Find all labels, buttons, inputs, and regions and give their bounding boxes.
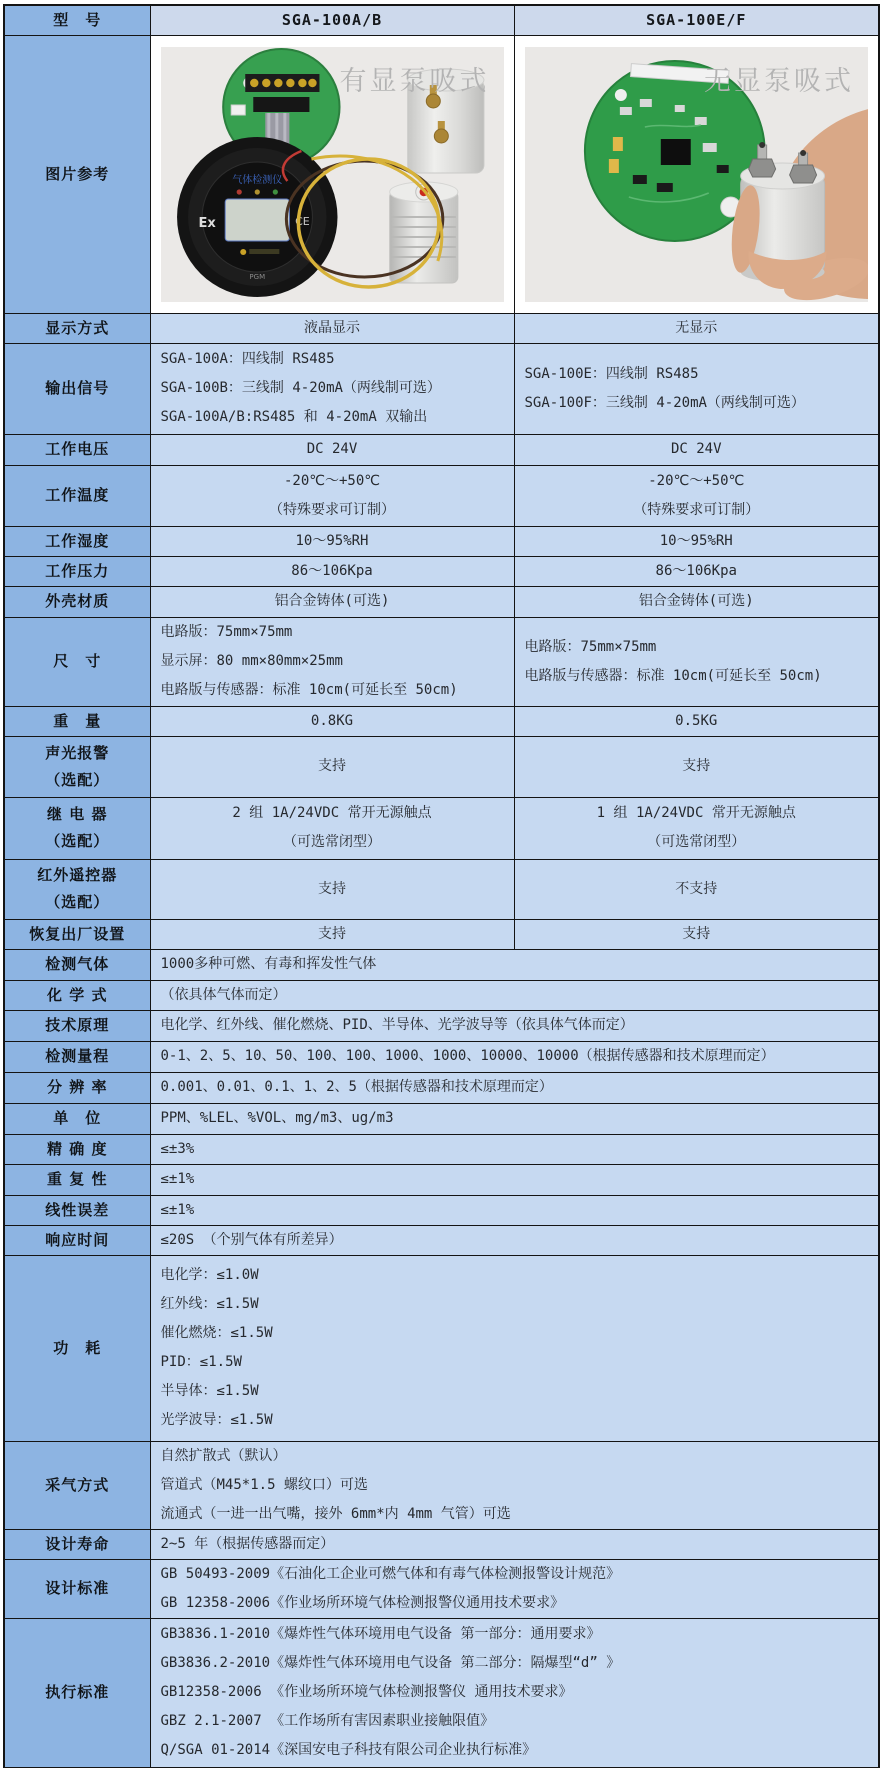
spec-row-label: 检测气体 <box>4 949 150 980</box>
spec-value-cell: 0.001、0.01、0.1、1、2、5（根据传感器和技术原理而定） <box>150 1072 879 1103</box>
spec-value-cell: 0.5KG <box>514 706 879 736</box>
spec-row-label: 工作温度 <box>4 465 150 526</box>
spec-row-label: 外壳材质 <box>4 586 150 617</box>
spec-row <box>4 980 879 1010</box>
spec-value-cell: DC 24V <box>514 434 879 465</box>
model-header-label: 型 号 <box>4 5 150 35</box>
spec-value-cell: 不支持 <box>514 859 879 919</box>
svg-text:CE: CE <box>294 214 310 228</box>
ribbed-sensor-cylinder <box>389 182 457 283</box>
spec-value-cell: 支持 <box>514 736 879 797</box>
spec-row-label: 工作湿度 <box>4 526 150 556</box>
spec-value-cell: 0.8KG <box>150 706 514 736</box>
spec-row-label: 继 电 器 （选配） <box>4 797 150 859</box>
spec-row <box>4 526 879 556</box>
svg-text:Ex: Ex <box>197 215 216 231</box>
spec-row-label: 声光报警 （选配） <box>4 736 150 797</box>
spec-value-cell: -20℃～+50℃ （特殊要求可订制） <box>150 465 514 526</box>
spec-value-cell: SGA-100A：四线制 RS485 SGA-100B：三线制 4-20mA（两线制可选） SGA-100A/B:RS485 和 4-20mA 双输出 <box>150 343 514 434</box>
spec-row-label: 执行标准 <box>4 1618 150 1768</box>
spec-value-cell: 液晶显示 <box>150 313 514 343</box>
spec-row <box>4 736 879 797</box>
spec-row <box>4 949 879 980</box>
spec-value-cell: 支持 <box>514 919 879 949</box>
spec-row-label: 红外遥控器 （选配） <box>4 859 150 919</box>
spec-row-label: 尺 寸 <box>4 617 150 706</box>
spec-row-label: 功 耗 <box>4 1255 150 1441</box>
spec-row <box>4 434 879 465</box>
spec-row <box>4 1559 879 1618</box>
svg-text:气体检测仪: 气体检测仪 <box>231 174 282 186</box>
spec-row-label: 重 量 <box>4 706 150 736</box>
spec-value-cell: 自然扩散式（默认） 管道式（M45*1.5 螺纹口）可选 流通式（一进一出气嘴，接外 6mm*内 4mm 气管）可选 <box>150 1441 879 1529</box>
spec-row-label: 采气方式 <box>4 1441 150 1529</box>
spec-value-cell: （依具体气体而定） <box>150 980 879 1010</box>
spec-row <box>4 313 879 343</box>
spec-value-cell: -20℃～+50℃ （特殊要求可订制） <box>514 465 879 526</box>
photo-cell-left <box>150 35 514 313</box>
spec-value-cell: 支持 <box>150 736 514 797</box>
spec-row-label: 输出信号 <box>4 343 150 434</box>
spec-row <box>4 1164 879 1195</box>
spec-row <box>4 1103 879 1134</box>
photo-cell-right <box>514 35 879 313</box>
svg-text:PGM: PGM <box>248 271 265 281</box>
product-photo-sga100ef <box>525 47 869 302</box>
spec-row <box>4 343 879 434</box>
spec-value-cell: 铝合金铸体(可选) <box>514 586 879 617</box>
spec-value-cell: DC 24V <box>150 434 514 465</box>
spec-row <box>4 1010 879 1041</box>
spec-value-cell: 电路版：75mm×75mm 电路版与传感器：标准 10cm(可延长至 50cm) <box>514 617 879 706</box>
spec-row <box>4 465 879 526</box>
spec-value-cell: 电化学：≤1.0W 红外线：≤1.5W 催化燃烧：≤1.5W PID：≤1.5W 半导体：≤1.5W 光学波导：≤1.5W <box>150 1255 879 1441</box>
spec-row <box>4 1255 879 1441</box>
spec-row <box>4 797 879 859</box>
spec-value-cell: 10～95%RH <box>150 526 514 556</box>
spec-value-cell: 2~5 年（根据传感器而定） <box>150 1529 879 1559</box>
spec-row-label: 工作电压 <box>4 434 150 465</box>
detector-head <box>177 137 337 297</box>
product-photo-sga100ab <box>161 47 504 302</box>
spec-value-cell: PPM、%LEL、%VOL、mg/m3、ug/m3 <box>150 1103 879 1134</box>
spec-value-cell: 0-1、2、5、10、50、100、100、1000、1000、10000、10000（根据传感器和技术原理而定） <box>150 1041 879 1072</box>
spec-value-cell: GB 50493-2009《石油化工企业可燃气体和有毒气体检测报警设计规范》 GB 12358-2006《作业场所环境气体检测报警仪通用技术要求》 <box>150 1559 879 1618</box>
spec-table <box>3 4 880 1768</box>
spec-row <box>4 1041 879 1072</box>
spec-value-cell: 支持 <box>150 919 514 949</box>
spec-row <box>4 706 879 736</box>
spec-value-cell: 无显示 <box>514 313 879 343</box>
spec-row-label: 工作压力 <box>4 556 150 586</box>
left-photo-watermark: 有显泵吸式 <box>339 65 490 97</box>
right-photo-watermark: 无显泵吸式 <box>704 65 854 97</box>
spec-value-cell: 电路版：75mm×75mm 显示屏：80 mm×80mm×25mm 电路版与传感器：标准 10cm(可延长至 50cm) <box>150 617 514 706</box>
spec-row <box>4 1195 879 1225</box>
spec-row-label: 显示方式 <box>4 313 150 343</box>
spec-value-cell: 1000多种可燃、有毒和挥发性气体 <box>150 949 879 980</box>
spec-value-cell: 86～106Kpa <box>150 556 514 586</box>
model-e-f-header: SGA-100E/F <box>514 5 879 35</box>
spec-value-cell: 2 组 1A/24VDC 常开无源触点 （可选常闭型） <box>150 797 514 859</box>
spec-value-cell: 86～106Kpa <box>514 556 879 586</box>
spec-row <box>4 586 879 617</box>
spec-row-label: 线性误差 <box>4 1195 150 1225</box>
spec-row-label: 化 学 式 <box>4 980 150 1010</box>
spec-row <box>4 556 879 586</box>
spec-value-cell: SGA-100E：四线制 RS485 SGA-100F：三线制 4-20mA（两线制可选） <box>514 343 879 434</box>
spec-value-cell: ≤±1% <box>150 1195 879 1225</box>
spec-row-label: 恢复出厂设置 <box>4 919 150 949</box>
spec-row <box>4 1441 879 1529</box>
spec-row-label: 分 辨 率 <box>4 1072 150 1103</box>
spec-value-cell: GB3836.1-2010《爆炸性气体环境用电气设备 第一部分：通用要求》 GB3836.2-2010《爆炸性气体环境用电气设备 第二部分：隔爆型“d” 》 GB12358-2006 《作业场所环境气体检测报警仪 通用技术要求》 GBZ 2.1-2007 《工作场所有害因素职业接触限值》 Q/SGA 01-2014《深国安电子科技有限公司企业执行标准》 <box>150 1618 879 1768</box>
spec-row-label: 设计标准 <box>4 1559 150 1618</box>
spec-row-label: 响应时间 <box>4 1225 150 1255</box>
model-header-row <box>4 5 879 35</box>
spec-row <box>4 919 879 949</box>
spec-row <box>4 1225 879 1255</box>
spec-row-label: 精 确 度 <box>4 1134 150 1164</box>
model-a-b-header: SGA-100A/B <box>150 5 514 35</box>
spec-value-cell: ≤±1% <box>150 1164 879 1195</box>
spec-value-cell: 支持 <box>150 859 514 919</box>
spec-row-label: 重 复 性 <box>4 1164 150 1195</box>
image-row-label: 图片参考 <box>4 35 150 313</box>
spec-row-label: 设计寿命 <box>4 1529 150 1559</box>
spec-value-cell: 铝合金铸体(可选) <box>150 586 514 617</box>
spec-row <box>4 1618 879 1768</box>
spec-row <box>4 859 879 919</box>
spec-row-label: 单 位 <box>4 1103 150 1134</box>
spec-row-label: 技术原理 <box>4 1010 150 1041</box>
spec-value-cell: 10～95%RH <box>514 526 879 556</box>
spec-row <box>4 617 879 706</box>
spec-row-label: 检测量程 <box>4 1041 150 1072</box>
spec-value-cell: ≤20S （个别气体有所差异） <box>150 1225 879 1255</box>
image-reference-row <box>4 35 879 313</box>
spec-value-cell: ≤±3% <box>150 1134 879 1164</box>
spec-row <box>4 1072 879 1103</box>
spec-value-cell: 1 组 1A/24VDC 常开无源触点 （可选常闭型） <box>514 797 879 859</box>
spec-row <box>4 1529 879 1559</box>
spec-value-cell: 电化学、红外线、催化燃烧、PID、半导体、光学波导等（依具体气体而定） <box>150 1010 879 1041</box>
spec-row <box>4 1134 879 1164</box>
